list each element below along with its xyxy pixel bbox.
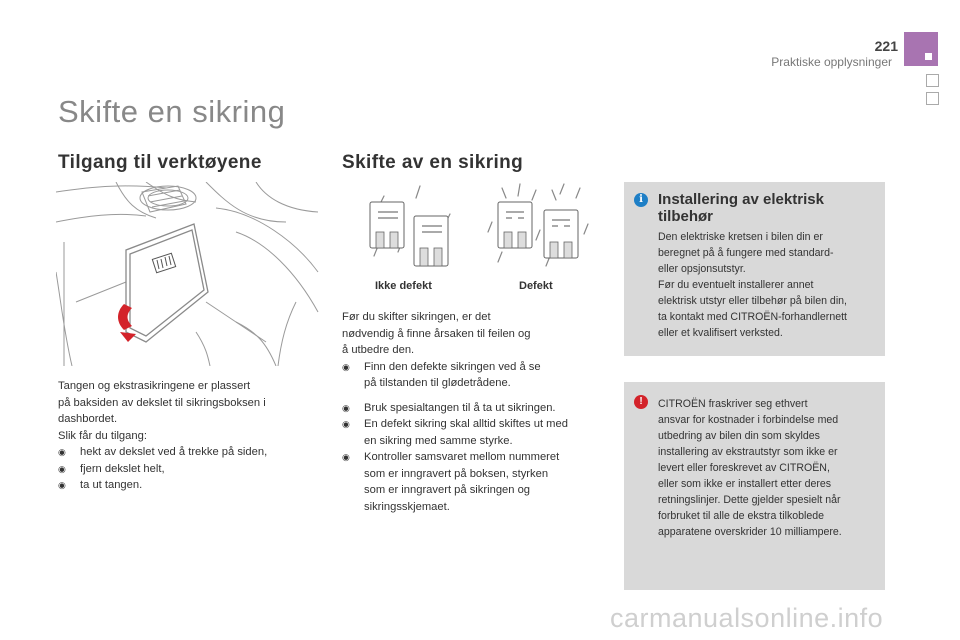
chapter-tab[interactable]: [926, 74, 939, 87]
chapter-tab-active[interactable]: [904, 32, 938, 66]
bullet-item: ◉ hekt av dekslet ved å trekke på siden,: [58, 444, 308, 461]
info-icon: i: [634, 193, 648, 207]
warning-text: CITROËN fraskriver seg ethvert ansvar for kostnader i forbindelse med utbedring av bilen din som skyldes installering av ekstrautstyr som ikke er levert eller foreskrevet av CITROËN, eller som ikke er installert etter deres retningslinjer. Dette gjelder spesielt når forbruket til alle de ekstra tilkoblede apparatene overskrider 10 milliampere.: [658, 398, 842, 538]
page-number: 221: [874, 38, 898, 54]
bullet-icon: ◉: [58, 447, 66, 457]
info-text: Den elektriske kretsen i bilen din er beregnet på å fungere med standard- eller opsjonsutstyr. Før du eventuelt installerer annet elektrisk utstyr eller tilbehør på bilen din, ta kontakt med CITROËN-forhandlernett eller et kvalifisert verksted.: [658, 231, 848, 339]
bullet-item: ◉ Kontroller samsvaret mellom nummeret som er inngravert på boksen, styrken som er inngravert på sikringen og sikringsskjemaet.: [342, 451, 560, 513]
bullet-icon: ◉: [342, 402, 350, 413]
bullet-icon: ◉: [342, 419, 350, 429]
replace-heading: Skifte av en sikring: [342, 152, 524, 173]
bullet-icon: ◉: [342, 452, 350, 462]
bullet-icon: ◉: [58, 463, 66, 474]
replace-text: [342, 309, 602, 515]
text-line: å utbedre den.: [342, 344, 415, 356]
text-line: på baksiden av dekslet til sikringsboksen i: [58, 396, 266, 409]
bullet-item: ◉ ta ut tangen.: [58, 477, 308, 494]
info-title: Installering av elektrisk tilbehør: [658, 191, 824, 225]
warning-icon: !: [634, 395, 648, 409]
tools-heading: Tilgang til verktøyene: [58, 152, 262, 173]
bullet-icon: ◉: [58, 480, 66, 490]
bullet-item: ◉ fjern dekslet helt,: [58, 461, 308, 478]
label-not-defective: Ikke defekt: [375, 280, 432, 292]
bullet-item: ◉ En defekt sikring skal alltid skiftes ut med en sikring med samme styrke.: [342, 418, 568, 447]
warning-box: [624, 382, 885, 590]
text-line: nødvendig å finne årsaken til feilen og: [342, 327, 531, 340]
watermark: carmanualsonline.info: [610, 603, 884, 633]
label-defective: Defekt: [519, 280, 553, 292]
glovebox-illustration: [56, 182, 320, 366]
page-title: Skifte en sikring: [58, 94, 286, 129]
bullet-item: ◉ Bruk spesialtangen til å ta ut sikringen.: [342, 400, 602, 417]
tools-text: [58, 378, 308, 494]
chapter-tab[interactable]: [926, 92, 939, 105]
bullet-icon: ◉: [342, 361, 350, 372]
text-line: Tangen og ekstrasikringene er plassert: [58, 380, 251, 392]
tab-marker-icon: [925, 53, 932, 60]
text-line: Før du skifter sikringen, er det: [342, 311, 491, 323]
text-line: dashbordet.: [58, 413, 118, 425]
text-line: Slik får du tilgang:: [58, 429, 147, 442]
bullet-item: ◉ Finn den defekte sikringen ved å se på tilstanden til glødetrådene.: [342, 360, 541, 389]
fuse-illustration: [352, 182, 592, 278]
section-name: Praktiske opplysninger: [771, 55, 892, 69]
info-box: [624, 182, 885, 356]
